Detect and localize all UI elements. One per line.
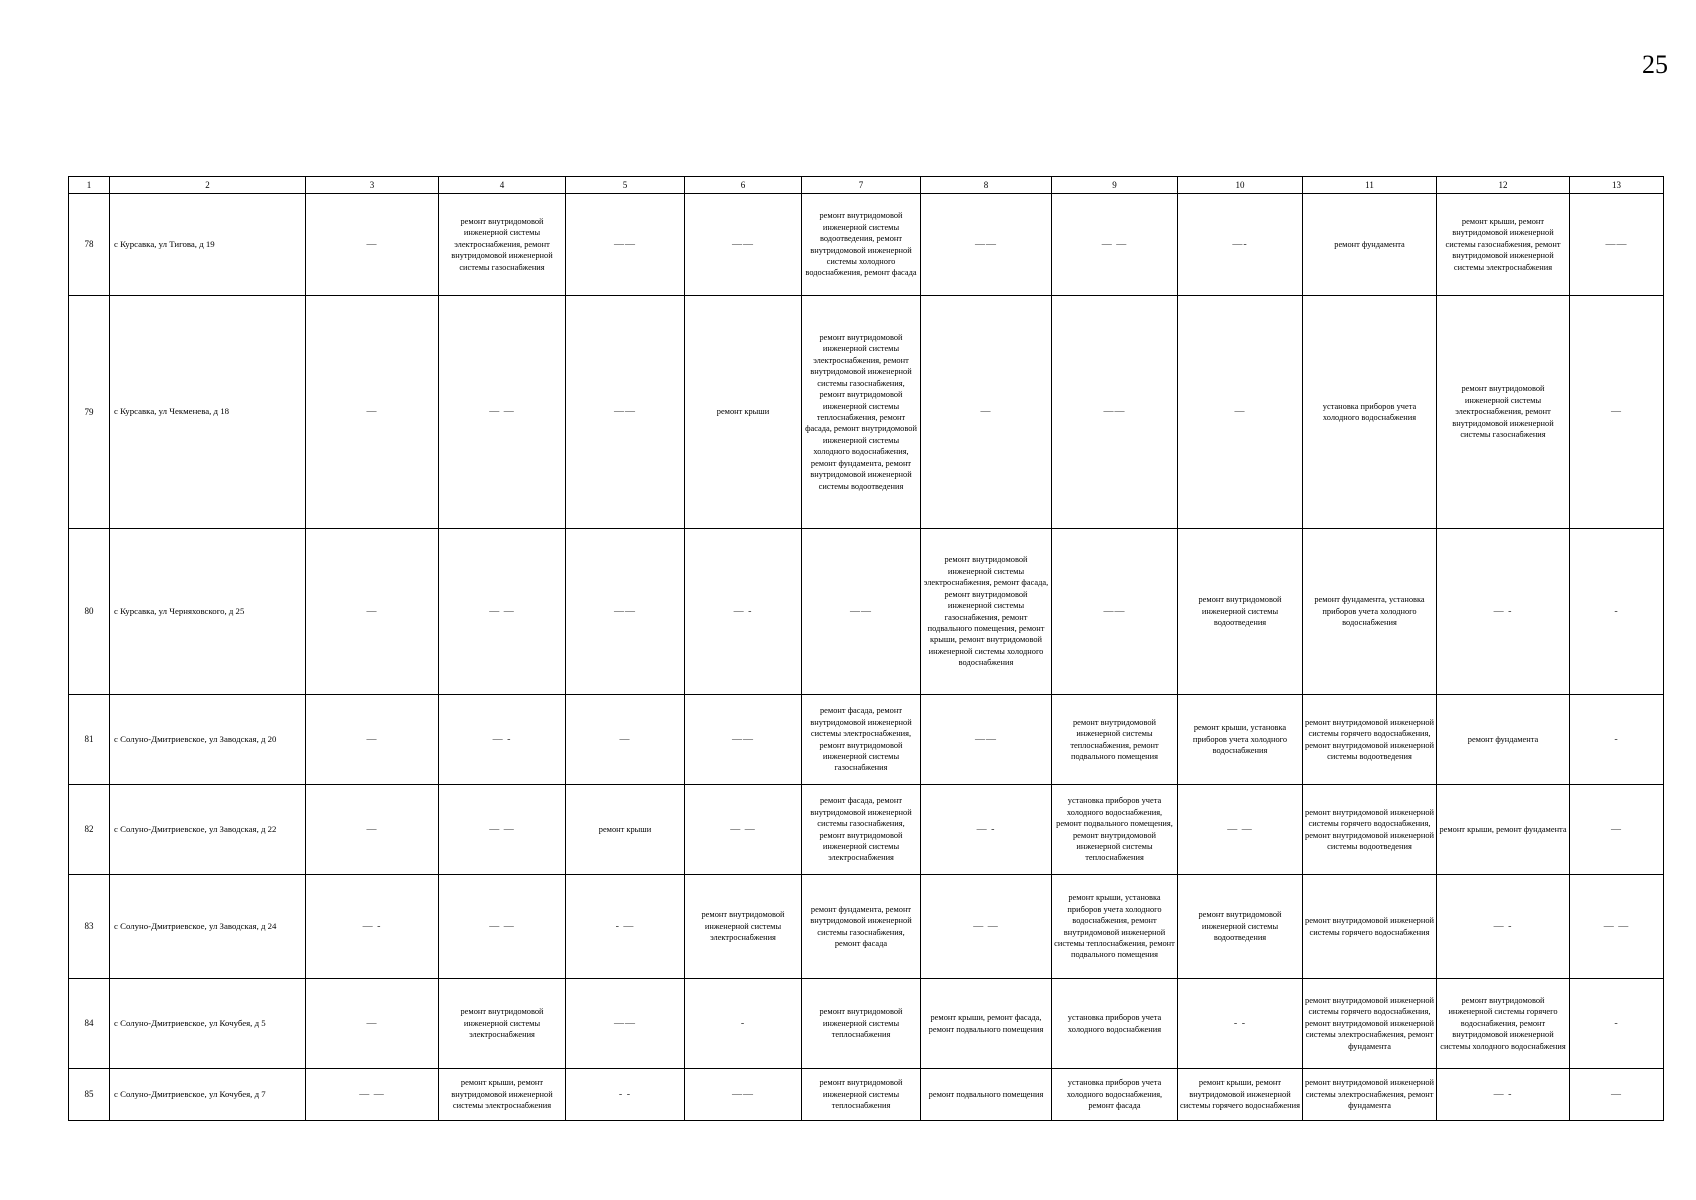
work-cell-col-8: — bbox=[921, 296, 1052, 529]
row-number: 81 bbox=[69, 695, 110, 785]
work-cell-col-4: ремонт крыши, ремонт внутридомовой инженерной системы электроснабжения bbox=[439, 1069, 566, 1121]
work-cell-col-12: ремонт крыши, ремонт фундамента bbox=[1437, 785, 1570, 875]
work-cell-col-12: ремонт крыши, ремонт внутридомовой инженерной системы газоснабжения, ремонт внутридомовой инженерной системы электроснабжения bbox=[1437, 194, 1570, 296]
work-cell-col-11: ремонт фундамента bbox=[1303, 194, 1437, 296]
work-cell-col-6: ремонт крыши bbox=[685, 296, 802, 529]
work-cell-col-4: ремонт внутридомовой инженерной системы электроснабжения, ремонт внутридомовой инженерной системы газоснабжения bbox=[439, 194, 566, 296]
work-cell-col-10: — bbox=[1178, 296, 1303, 529]
work-cell-col-9: установка приборов учета холодного водоснабжения bbox=[1052, 979, 1178, 1069]
table-row bbox=[69, 1069, 1664, 1121]
column-header-6: 6 bbox=[685, 177, 802, 194]
work-cell-col-10: ремонт крыши, установка приборов учета холодного водоснабжения bbox=[1178, 695, 1303, 785]
column-header-5: 5 bbox=[566, 177, 685, 194]
work-cell-col-5: —— bbox=[566, 296, 685, 529]
row-number: 84 bbox=[69, 979, 110, 1069]
work-cell-col-6: ремонт внутридомовой инженерной системы электроснабжения bbox=[685, 875, 802, 979]
work-cell-col-8: ремонт подвального помещения bbox=[921, 1069, 1052, 1121]
work-cell-col-4: — - bbox=[439, 695, 566, 785]
work-cell-col-8: — - bbox=[921, 785, 1052, 875]
work-cell-col-13: — bbox=[1570, 785, 1664, 875]
work-cell-col-7: ремонт внутридомовой инженерной системы водоотведения, ремонт внутридомовой инженерной системы холодного водоснабжения, ремонт фасада bbox=[802, 194, 921, 296]
table-row bbox=[69, 785, 1664, 875]
work-cell-col-6: —— bbox=[685, 1069, 802, 1121]
column-header-1: 1 bbox=[69, 177, 110, 194]
work-cell-col-9: — — bbox=[1052, 194, 1178, 296]
work-cell-col-13: —— bbox=[1570, 194, 1664, 296]
work-cell-col-6: — — bbox=[685, 785, 802, 875]
work-cell-col-13: - bbox=[1570, 695, 1664, 785]
work-cell-col-12: ремонт фундамента bbox=[1437, 695, 1570, 785]
work-cell-col-12: ремонт внутридомовой инженерной системы горячего водоснабжения, ремонт внутридомовой инженерной системы холодного водоснабжения bbox=[1437, 979, 1570, 1069]
column-header-12: 12 bbox=[1437, 177, 1570, 194]
work-cell-col-13: - bbox=[1570, 979, 1664, 1069]
column-header-3: 3 bbox=[306, 177, 439, 194]
row-number: 82 bbox=[69, 785, 110, 875]
work-cell-col-5: - - bbox=[566, 1069, 685, 1121]
work-cell-col-4: — — bbox=[439, 875, 566, 979]
work-cell-col-3: — bbox=[306, 785, 439, 875]
work-cell-col-9: —— bbox=[1052, 296, 1178, 529]
address-cell: с Солуно-Дмитриевское, ул Заводская, д 24 bbox=[110, 875, 306, 979]
work-cell-col-5: —— bbox=[566, 529, 685, 695]
work-cell-col-11: ремонт внутридомовой инженерной системы горячего водоснабжения bbox=[1303, 875, 1437, 979]
work-cell-col-7: ремонт фасада, ремонт внутридомовой инженерной системы газоснабжения, ремонт внутридомовой инженерной системы электроснабжения bbox=[802, 785, 921, 875]
address-cell: с Солуно-Дмитриевское, ул Заводская, д 22 bbox=[110, 785, 306, 875]
work-cell-col-3: — bbox=[306, 194, 439, 296]
column-header-9: 9 bbox=[1052, 177, 1178, 194]
work-cell-col-6: - bbox=[685, 979, 802, 1069]
work-cell-col-5: — bbox=[566, 695, 685, 785]
work-cell-col-8: — — bbox=[921, 875, 1052, 979]
row-number: 78 bbox=[69, 194, 110, 296]
work-cell-col-10: —- bbox=[1178, 194, 1303, 296]
work-cell-col-8: —— bbox=[921, 194, 1052, 296]
work-cell-col-13: — bbox=[1570, 1069, 1664, 1121]
table-body bbox=[69, 194, 1664, 1121]
row-number: 80 bbox=[69, 529, 110, 695]
work-cell-col-9: установка приборов учета холодного водоснабжения, ремонт фасада bbox=[1052, 1069, 1178, 1121]
row-number: 79 bbox=[69, 296, 110, 529]
table-row bbox=[69, 194, 1664, 296]
row-number: 83 bbox=[69, 875, 110, 979]
repair-schedule-table bbox=[68, 176, 1664, 1121]
column-header-7: 7 bbox=[802, 177, 921, 194]
column-header-13: 13 bbox=[1570, 177, 1664, 194]
table-row bbox=[69, 979, 1664, 1069]
work-cell-col-12: — - bbox=[1437, 875, 1570, 979]
repair-schedule-table-wrapper bbox=[68, 176, 1663, 1121]
work-cell-col-3: — bbox=[306, 296, 439, 529]
column-header-10: 10 bbox=[1178, 177, 1303, 194]
work-cell-col-7: ремонт фасада, ремонт внутридомовой инженерной системы электроснабжения, ремонт внутридомовой инженерной системы газоснабжения bbox=[802, 695, 921, 785]
work-cell-col-11: ремонт внутридомовой инженерной системы горячего водоснабжения, ремонт внутридомовой инженерной системы водоотведения bbox=[1303, 695, 1437, 785]
work-cell-col-3: — bbox=[306, 695, 439, 785]
address-cell: с Солуно-Дмитриевское, ул Заводская, д 20 bbox=[110, 695, 306, 785]
work-cell-col-8: ремонт внутридомовой инженерной системы электроснабжения, ремонт фасада, ремонт внутридомовой инженерной системы газоснабжения, ремонт подвального помещения, ремонт крыши, ремонт внутридомовой инженерной системы холодного водоснабжения bbox=[921, 529, 1052, 695]
address-cell: с Солуно-Дмитриевское, ул Кочубея, д 7 bbox=[110, 1069, 306, 1121]
work-cell-col-6: —— bbox=[685, 695, 802, 785]
work-cell-col-5: —— bbox=[566, 979, 685, 1069]
work-cell-col-6: — - bbox=[685, 529, 802, 695]
work-cell-col-5: —— bbox=[566, 194, 685, 296]
work-cell-col-7: ремонт фундамента, ремонт внутридомовой инженерной системы газоснабжения, ремонт фасада bbox=[802, 875, 921, 979]
work-cell-col-5: ремонт крыши bbox=[566, 785, 685, 875]
work-cell-col-9: ремонт крыши, установка приборов учета холодного водоснабжения, ремонт внутридомовой инженерной системы теплоснабжения, ремонт подвального помещения bbox=[1052, 875, 1178, 979]
work-cell-col-3: — - bbox=[306, 875, 439, 979]
table-row bbox=[69, 529, 1664, 695]
column-header-11: 11 bbox=[1303, 177, 1437, 194]
row-number: 85 bbox=[69, 1069, 110, 1121]
work-cell-col-10: ремонт крыши, ремонт внутридомовой инженерной системы горячего водоснабжения bbox=[1178, 1069, 1303, 1121]
work-cell-col-8: —— bbox=[921, 695, 1052, 785]
work-cell-col-10: ремонт внутридомовой инженерной системы водоотведения bbox=[1178, 875, 1303, 979]
work-cell-col-12: — - bbox=[1437, 1069, 1570, 1121]
work-cell-col-7: —— bbox=[802, 529, 921, 695]
work-cell-col-3: — — bbox=[306, 1069, 439, 1121]
work-cell-col-4: — — bbox=[439, 529, 566, 695]
work-cell-col-5: - — bbox=[566, 875, 685, 979]
work-cell-col-11: ремонт фундамента, установка приборов учета холодного водоснабжения bbox=[1303, 529, 1437, 695]
table-header bbox=[69, 177, 1664, 194]
work-cell-col-13: - bbox=[1570, 529, 1664, 695]
address-cell: с Курсавка, ул Чекменева, д 18 bbox=[110, 296, 306, 529]
work-cell-col-10: ремонт внутридомовой инженерной системы водоотведения bbox=[1178, 529, 1303, 695]
work-cell-col-12: ремонт внутридомовой инженерной системы электроснабжения, ремонт внутридомовой инженерной системы газоснабжения bbox=[1437, 296, 1570, 529]
work-cell-col-11: установка приборов учета холодного водоснабжения bbox=[1303, 296, 1437, 529]
table-row bbox=[69, 296, 1664, 529]
work-cell-col-9: ремонт внутридомовой инженерной системы теплоснабжения, ремонт подвального помещения bbox=[1052, 695, 1178, 785]
address-cell: с Солуно-Дмитриевское, ул Кочубея, д 5 bbox=[110, 979, 306, 1069]
page-number: 25 bbox=[1642, 50, 1668, 79]
column-header-2: 2 bbox=[110, 177, 306, 194]
work-cell-col-9: установка приборов учета холодного водоснабжения, ремонт подвального помещения, ремонт внутридомовой инженерной системы теплоснабжения bbox=[1052, 785, 1178, 875]
work-cell-col-3: — bbox=[306, 979, 439, 1069]
column-header-4: 4 bbox=[439, 177, 566, 194]
work-cell-col-8: ремонт крыши, ремонт фасада, ремонт подвального помещения bbox=[921, 979, 1052, 1069]
table-row bbox=[69, 875, 1664, 979]
table-row bbox=[69, 695, 1664, 785]
address-cell: с Курсавка, ул Тигова, д 19 bbox=[110, 194, 306, 296]
header-row bbox=[69, 177, 1664, 194]
work-cell-col-11: ремонт внутридомовой инженерной системы горячего водоснабжения, ремонт внутридомовой инженерной системы водоотведения bbox=[1303, 785, 1437, 875]
work-cell-col-13: — bbox=[1570, 296, 1664, 529]
work-cell-col-9: —— bbox=[1052, 529, 1178, 695]
work-cell-col-6: —— bbox=[685, 194, 802, 296]
work-cell-col-10: — — bbox=[1178, 785, 1303, 875]
work-cell-col-11: ремонт внутридомовой инженерной системы горячего водоснабжения, ремонт внутридомовой инженерной системы электроснабжения, ремонт фундамента bbox=[1303, 979, 1437, 1069]
work-cell-col-7: ремонт внутридомовой инженерной системы электроснабжения, ремонт внутридомовой инженерной системы газоснабжения, ремонт внутридомовой инженерной системы теплоснабжения, ремонт фасада, ремонт внутридомовой инженерной системы холодного водоснабжения, ремонт фундамента, ремонт внутридомовой инженерной системы водоотведения bbox=[802, 296, 921, 529]
work-cell-col-11: ремонт внутридомовой инженерной системы электроснабжения, ремонт фундамента bbox=[1303, 1069, 1437, 1121]
work-cell-col-4: — — bbox=[439, 785, 566, 875]
work-cell-col-13: — — bbox=[1570, 875, 1664, 979]
column-header-8: 8 bbox=[921, 177, 1052, 194]
work-cell-col-12: — - bbox=[1437, 529, 1570, 695]
work-cell-col-3: — bbox=[306, 529, 439, 695]
work-cell-col-10: - - bbox=[1178, 979, 1303, 1069]
work-cell-col-7: ремонт внутридомовой инженерной системы теплоснабжения bbox=[802, 979, 921, 1069]
work-cell-col-4: ремонт внутридомовой инженерной системы электроснабжения bbox=[439, 979, 566, 1069]
work-cell-col-7: ремонт внутридомовой инженерной системы теплоснабжения bbox=[802, 1069, 921, 1121]
work-cell-col-4: — — bbox=[439, 296, 566, 529]
address-cell: с Курсавка, ул Черняховского, д 25 bbox=[110, 529, 306, 695]
